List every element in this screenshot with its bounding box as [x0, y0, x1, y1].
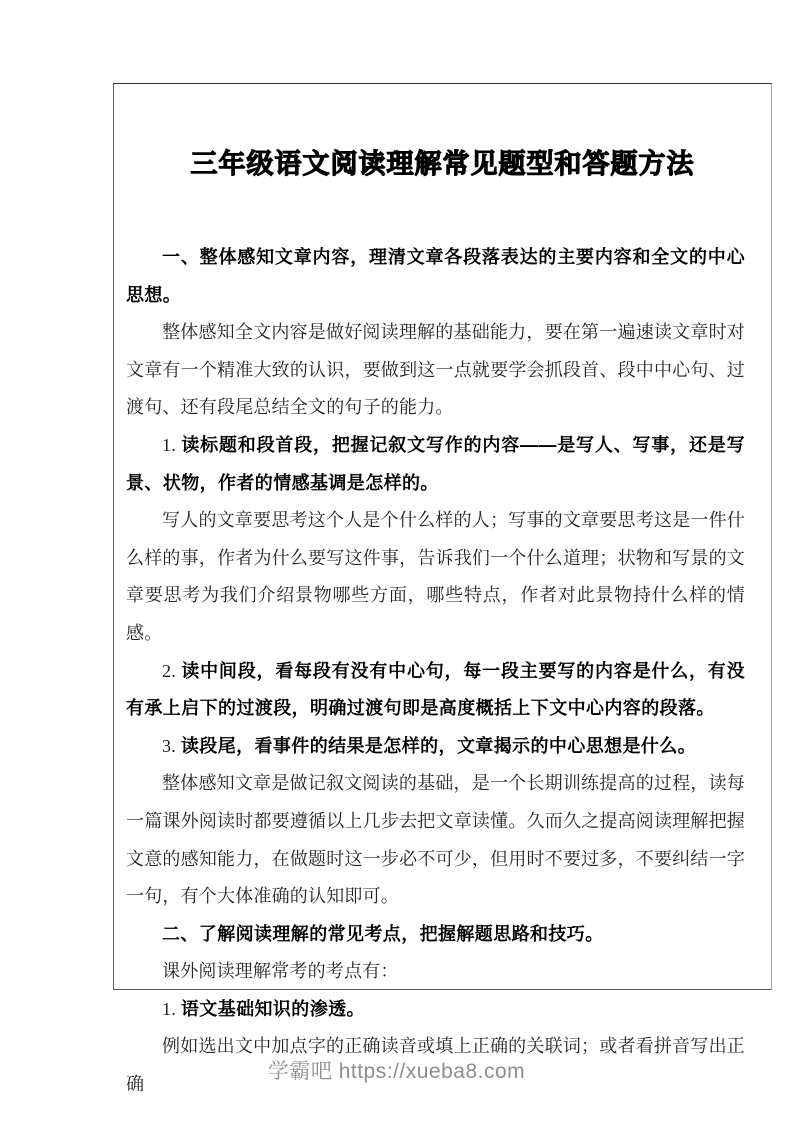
section-heading-1: 一、整体感知文章内容，理清文章各段落表达的主要内容和全文的中心思想。	[126, 247, 745, 305]
page-title: 三年级语文阅读理解常见题型和答题方法	[190, 149, 695, 179]
footer-site-name: 学霸吧	[267, 1060, 333, 1083]
paragraph-practice: 整体感知文章是做记叙文阅读的基础，是一个长期训练提高的过程，读每一篇课外阅读时都要遵循以上几步去把文章读懂。久而久之提高阅读理解把握文意的感知能力，在做题时这一步必不可少，但用时不要过多，不要纠结一字一句，有个大体准确的认知即可。	[126, 773, 745, 907]
paragraph-examples: 例如选出文中加点字的正确读音或填上正确的关联词；或者看拼音写出正确	[126, 1036, 745, 1095]
numbered-heading-text: 读标题和段首段，把握记叙文写作的内容——是写人、写事，还是写景、状物，作者的情感基调是怎样的。	[126, 434, 745, 493]
paragraph-writing-types: 写人的文章要思考这个人是个什么样的人；写事的文章要思考这是一件什么样的事，作者为什么要写这件事，告诉我们一个什么道理；状物和写景的文章要思考为我们介绍景物哪些方面，哪些特点，作者对此景物持什么样的情感。	[126, 510, 745, 643]
numbered-heading-text: 读中间段，看每段有没有中心句，每一段主要写的内容是什么，有没有承上启下的过渡段，明确过渡句即是高度概括上下文中心内容的段落。	[126, 660, 745, 719]
footer-watermark	[0, 1059, 793, 1085]
list-number: 1.	[162, 998, 176, 1019]
numbered-heading-text: 语文基础知识的渗透。	[180, 998, 365, 1019]
numbered-heading-basics	[126, 991, 745, 1029]
numbered-heading-middle-sections	[126, 653, 745, 728]
paragraph-overview: 整体感知全文内容是做好阅读理解的基础能力，要在第一遍速读文章时对文章有一个精准大致的认识，要做到这一点就要学会抓段首、段中中心句、过渡句、还有段尾总结全文的句子的能力。	[126, 322, 745, 418]
document-body	[114, 239, 771, 1104]
list-number: 2.	[162, 660, 176, 681]
paragraph-exam-points: 课外阅读理解常考的考点有：	[162, 961, 399, 982]
numbered-heading-ending	[126, 728, 745, 766]
footer-site-url: https://xueba8.com	[338, 1060, 526, 1083]
list-number: 1.	[162, 434, 176, 455]
list-number: 3.	[162, 735, 176, 756]
numbered-heading-read-title	[126, 427, 745, 502]
section-heading-2: 二、了解阅读理解的常见考点，把握解题思路和技巧。	[162, 923, 604, 944]
numbered-heading-text: 读段尾，看事件的结果是怎样的，文章揭示的中心思想是什么。	[180, 735, 697, 756]
